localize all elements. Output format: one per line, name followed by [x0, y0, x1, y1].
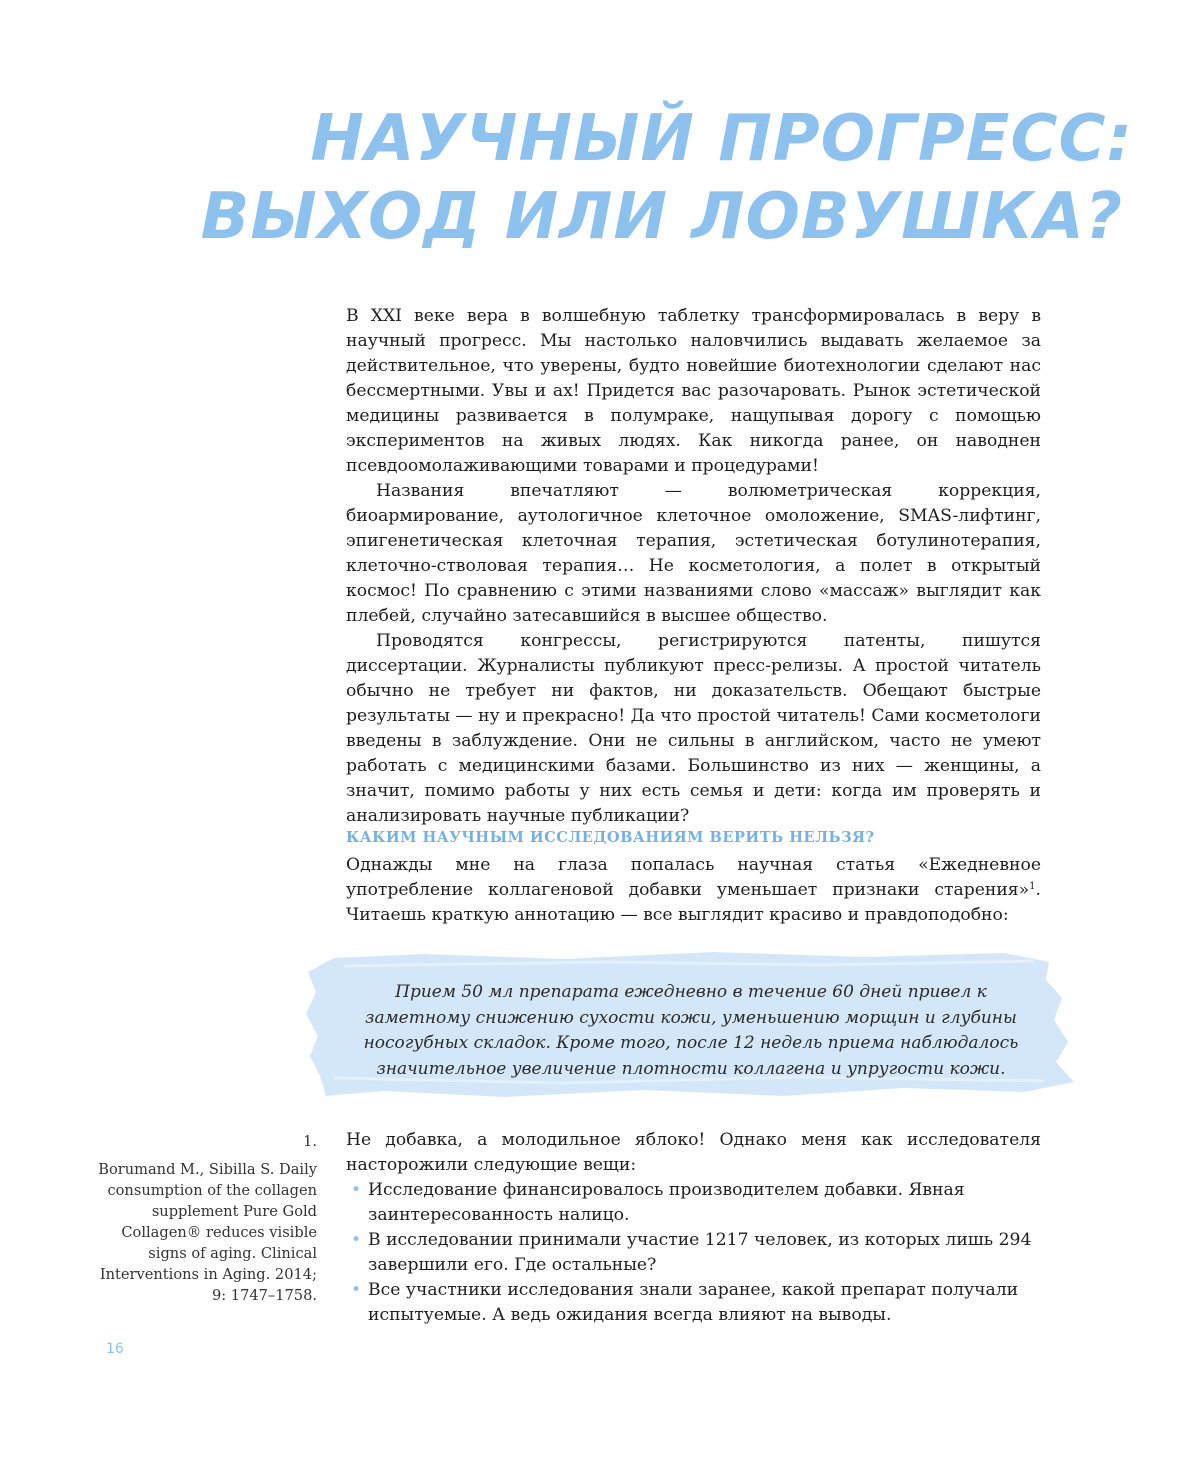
study-intro-text-end: . Читаешь краткую аннотацию — все выглядит красиво и правдоподобно:	[346, 880, 1041, 925]
title-line-1: НАУЧНЫЙ ПРОГРЕСС:	[310, 102, 1133, 176]
intro-paragraph-3: Проводятся конгрессы, регистрируются патенты, пишутся диссертации. Журналисты публикуют пресс-релизы. А простой читатель обычно не требует ни фактов, ни доказательств. Обещают быстрые результаты — ну и прекрасно! Да что простой читатель! Сами косметологи введены в заблуждение. Они не сильны в английском, часто не умеют работать с медицинскими базами. Большинство из них — женщины, а значит, помимо работы у них есть семья и дети: когда им проверять и анализировать научные публикации?	[346, 631, 1041, 826]
bullet-icon: •	[351, 1230, 362, 1250]
list-item	[351, 1278, 1041, 1328]
list-item-text: В исследовании принимали участие 1217 человек, из которых лишь 294 завершили его. Где остальные?	[368, 1230, 1032, 1275]
bullet-icon: •	[351, 1280, 362, 1300]
intro-paragraph-1: В XXI веке вера в волшебную таблетку трансформировалась в веру в научный прогресс. Мы настолько наловчились выдавать желаемое за действительное, что уверены, будто новейшие биотехнологии сделают нас бессмертными. Увы и ах! Придется вас разочаровать. Рынок эстетической медицины развивается в полумраке, нащупывая дорогу с помощью экспериментов на живых людях. Как никогда ранее, он наводнен псевдоомолаживающими товарами и процедурами!	[346, 306, 1041, 476]
section-heading: КАКИМ НАУЧНЫМ ИССЛЕДОВАНИЯМ ВЕРИТЬ НЕЛЬЗЯ?	[346, 829, 875, 846]
study-intro	[346, 853, 1041, 928]
study-intro-text: Однажды мне на глаза попалась научная статья «Ежедневное употребление коллагеновой добавки уменьшает признаки старения»	[346, 855, 1041, 900]
footnote-ref[interactable]: 1	[1029, 881, 1036, 892]
page-title	[0, 100, 1133, 256]
concerns-section	[346, 1128, 1041, 1328]
quote-box	[304, 950, 1078, 1100]
list-item-text: Исследование финансировалось производителем добавки. Явная заинтересованность налицо.	[368, 1180, 965, 1225]
bullet-icon: •	[351, 1180, 362, 1200]
list-item-text: Все участники исследования знали заранее, какой препарат получали испытуемые. А ведь ожидания всегда влияют на выводы.	[368, 1280, 1019, 1325]
study-intro-paragraph	[346, 853, 1041, 928]
footnote-number: 1.	[303, 1133, 317, 1150]
concerns-lead: Не добавка, а молодильное яблоко! Однако меня как исследователя насторожили следующие вещи:	[346, 1130, 1041, 1175]
footnote-text: Borumand M., Sibilla S. Daily consumption of the collagen supplement Pure Gold Collagen® reduces visible signs of aging. Clinical Interventions in Aging. 2014; 9: 1747–1758.	[98, 1161, 317, 1304]
footnote	[90, 1131, 317, 1306]
intro-paragraph-2: Названия впечатляют — волюметрическая коррекция, биоармирование, аутологичное клеточное омоложение, SMAS-лифтинг, эпигенетическая клеточная терапия, эстетическая ботулинотерапия, клеточно-стволовая терапия… Не косметология, а полет в открытый космос! По сравнению с этими названиями слово «массаж» выглядит как плебей, случайно затесавшийся в высшее общество.	[346, 481, 1041, 626]
intro-section	[346, 304, 1041, 829]
list-item	[351, 1178, 1041, 1228]
concerns-list	[346, 1178, 1041, 1328]
title-line-2: ВЫХОД ИЛИ ЛОВУШКА?	[200, 180, 1123, 254]
page-number: 16	[106, 1341, 124, 1357]
quote-text: Прием 50 мл препарата ежедневно в течение 60 дней привел к заметному снижению сухости кожи, уменьшению морщин и глубины носогубных складок. Кроме того, после 12 недель приема наблюдалось значительное увеличение плотности коллагена и упругости кожи.	[363, 982, 1019, 1079]
list-item	[351, 1228, 1041, 1278]
